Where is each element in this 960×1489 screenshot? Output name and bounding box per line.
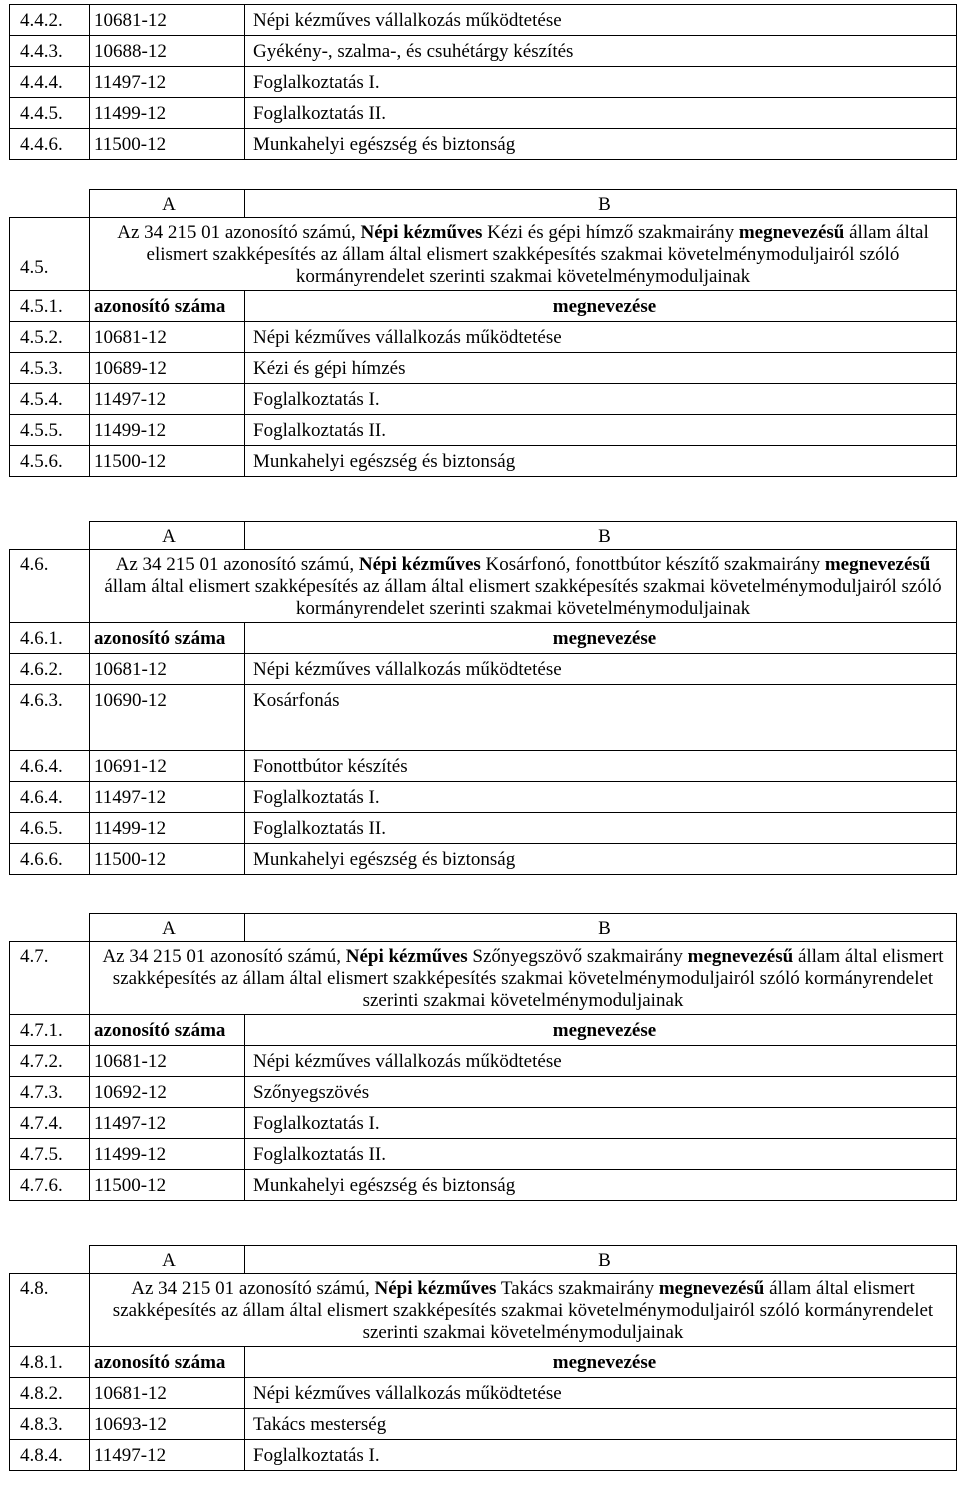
table-row: 4.8.3. 10693-12 Takács mesterség — [10, 1409, 957, 1440]
section-description: Az 34 215 01 azonosító számú, Népi kézműves Kosárfonó, fonottbútor készítő szakmairány megnevezésű állam által elismert szakképesítés az állam által elismert szakképesítés szakmai követelménymoduljairól szóló kormányrendelet szerinti szakmai követelménymoduljainak — [90, 550, 957, 623]
row-number: 4.4.3. — [10, 36, 90, 67]
table-header-row: 4.8.1. azonosító száma megnevezése — [10, 1347, 957, 1378]
table-row: 4.5.5. 11499-12 Foglalkoztatás II. — [10, 415, 957, 446]
module-code: 11500-12 — [90, 129, 245, 160]
column-header-row: A B — [10, 522, 957, 550]
module-name: Gyékény-, szalma-, és csuhétárgy készítés — [245, 36, 957, 67]
table-row: 4.8.4. 11497-12 Foglalkoztatás I. — [10, 1440, 957, 1471]
table-row: 4.6.6. 11500-12 Munkahelyi egészség és biztonság — [10, 844, 957, 875]
module-name: Munkahelyi egészség és biztonság — [245, 129, 957, 160]
section-title-row — [10, 218, 957, 291]
table-row: 4.6.4. 11497-12 Foglalkoztatás I. — [10, 782, 957, 813]
table-header-row: 4.7.1. azonosító száma megnevezése — [10, 1015, 957, 1046]
table-row: 4.6.4. 10691-12 Fonottbútor készítés — [10, 751, 957, 782]
table-row: 4.7.3. 10692-12 Szőnyegszövés — [10, 1077, 957, 1108]
row-number: 4.4.5. — [10, 98, 90, 129]
row-number: 4.4.4. — [10, 67, 90, 98]
table-row — [10, 36, 957, 67]
section-title-row — [10, 1274, 957, 1347]
column-header-row — [10, 190, 957, 218]
section-title-row — [10, 942, 957, 1015]
header-code: azonosító száma — [90, 291, 245, 322]
table-row: 4.5.6. 11500-12 Munkahelyi egészség és biztonság — [10, 446, 957, 477]
table-row — [10, 129, 957, 160]
table-row — [10, 98, 957, 129]
column-b-header: B — [245, 190, 957, 218]
section-number: 4.8. — [10, 1274, 90, 1347]
module-code: 11497-12 — [90, 67, 245, 98]
table-row: 4.6.5. 11499-12 Foglalkoztatás II. — [10, 813, 957, 844]
module-name: Népi kézműves vállalkozás működtetése — [245, 5, 957, 36]
table-row: 4.7.5. 11499-12 Foglalkoztatás II. — [10, 1139, 957, 1170]
section-description: Az 34 215 01 azonosító számú, Népi kézműves Szőnyegszövő szakmairány megnevezésű állam által elismert szakképesítés az állam által elismert szakképesítés szakmai követelménymoduljairól szóló kormányrendelet szerinti szakmai követelménymoduljainak — [90, 942, 957, 1015]
table-row: 4.7.2. 10681-12 Népi kézműves vállalkozás működtetése — [10, 1046, 957, 1077]
table-4-4 — [9, 4, 957, 160]
table-row: 4.8.2. 10681-12 Népi kézműves vállalkozás működtetése — [10, 1378, 957, 1409]
section-number: 4.6. — [10, 550, 90, 623]
section-number: 4.5. — [10, 218, 90, 291]
header-name: megnevezése — [245, 291, 957, 322]
module-code: 10688-12 — [90, 36, 245, 67]
section-description: Az 34 215 01 azonosító számú, Népi kézműves Takács szakmairány megnevezésű állam által elismert szakképesítés az állam által elismert szakképesítés szakmai követelménymoduljairól szóló kormányrendelet szerinti szakmai követelménymoduljainak — [90, 1274, 957, 1347]
table-row — [10, 5, 957, 36]
section-number: 4.7. — [10, 942, 90, 1015]
table-4-7 — [9, 913, 957, 1201]
module-name: Foglalkoztatás I. — [245, 67, 957, 98]
table-row: 4.6.3. 10690-12 Kosárfonás — [10, 685, 957, 751]
column-header-row: A B — [10, 1246, 957, 1274]
table-4-5 — [9, 189, 957, 477]
table-header-row: 4.5.1. azonosító száma megnevezése — [10, 291, 957, 322]
column-header-row: A B — [10, 914, 957, 942]
section-title-row — [10, 550, 957, 623]
table-row: 4.6.2. 10681-12 Népi kézműves vállalkozás működtetése — [10, 654, 957, 685]
table-row: 4.5.3. 10689-12 Kézi és gépi hímzés — [10, 353, 957, 384]
section-description: Az 34 215 01 azonosító számú, Népi kézműves Kézi és gépi hímző szakmairány megnevezésű állam által elismert szakképesítés az állam által elismert szakképesítés szakmai követelménymoduljairól szóló kormányrendelet szerinti szakmai követelménymoduljainak — [90, 218, 957, 291]
table-row — [10, 67, 957, 98]
module-name: Foglalkoztatás II. — [245, 98, 957, 129]
table-header-row: 4.6.1. azonosító száma megnevezése — [10, 623, 957, 654]
table-row: 4.7.6. 11500-12 Munkahelyi egészség és biztonság — [10, 1170, 957, 1201]
row-number: 4.4.6. — [10, 129, 90, 160]
module-code: 10681-12 — [90, 5, 245, 36]
table-row: 4.5.4. 11497-12 Foglalkoztatás I. — [10, 384, 957, 415]
row-number: 4.4.2. — [10, 5, 90, 36]
table-row: 4.5.2. 10681-12 Népi kézműves vállalkozás működtetése — [10, 322, 957, 353]
module-code: 11499-12 — [90, 98, 245, 129]
table-4-8 — [9, 1245, 957, 1471]
table-4-6 — [9, 521, 957, 875]
table-row: 4.7.4. 11497-12 Foglalkoztatás I. — [10, 1108, 957, 1139]
column-a-header: A — [90, 190, 245, 218]
